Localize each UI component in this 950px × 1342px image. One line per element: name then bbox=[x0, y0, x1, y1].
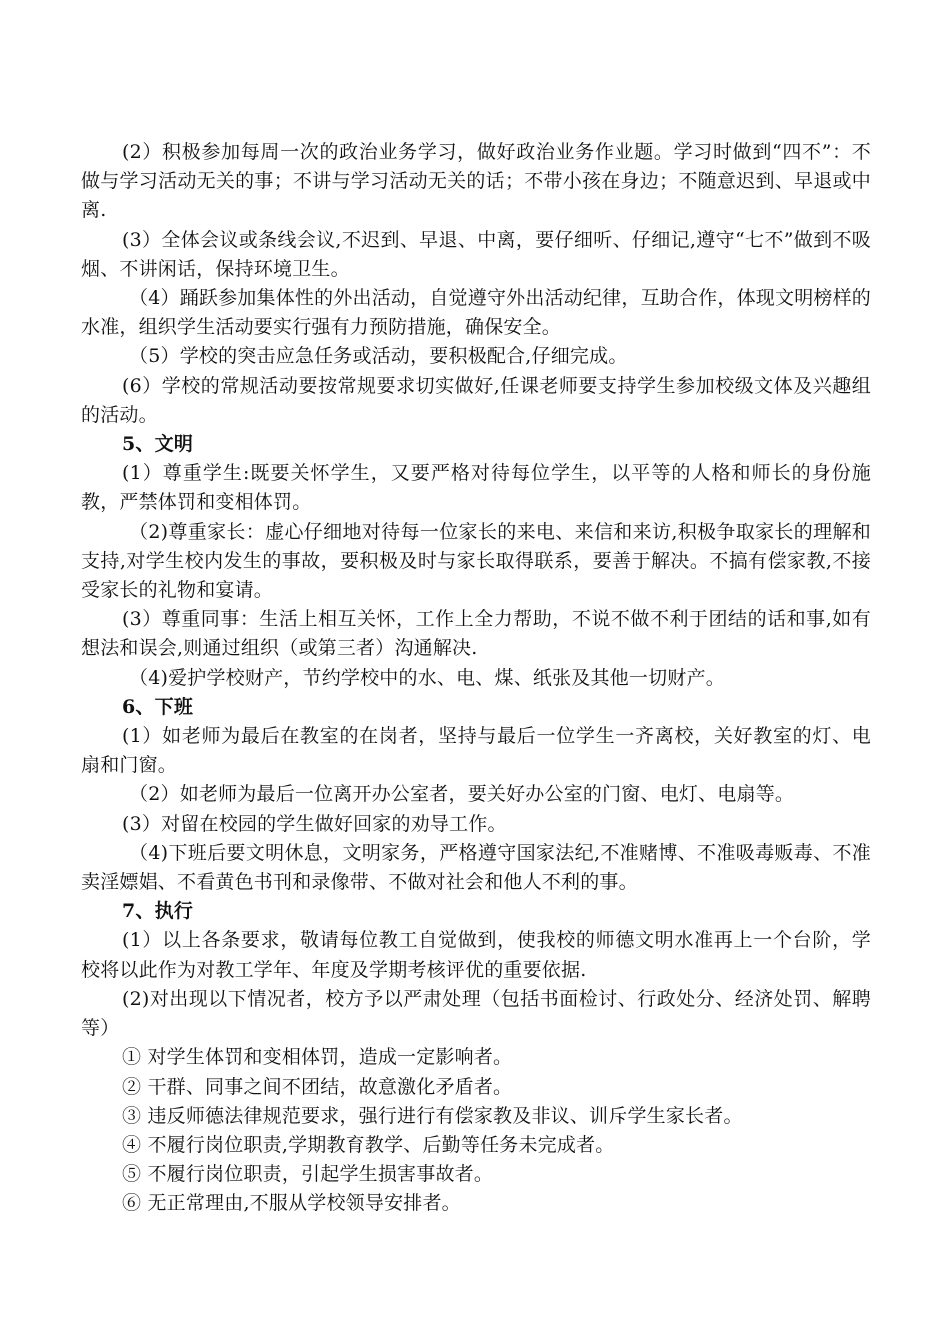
list-item: ② 干群、同事之间不团结，故意激化矛盾者。 bbox=[122, 1075, 513, 1098]
paragraph-student-guidance: (3）对留在校园的学生做好回家的劝导工作。 bbox=[122, 812, 507, 835]
section-heading-civility: 5、文明 bbox=[122, 433, 194, 456]
paragraph-outings: （4）踊跃参加集体性的外出活动，自觉遵守外出活动纪律，互助合作，体现文明榜样的水准，组织学生活动要实行强有力预防措施，确保安全。 bbox=[81, 287, 871, 339]
paragraph-classroom-closing: (1）如老师为最后在教室的在岗者，坚持与最后一位学生一齐离校，关好教室的灯、电扇和门窗。 bbox=[81, 725, 871, 777]
paragraph-evaluation-basis: (1）以上各条要求，敬请每位教工自觉做到，使我校的师德文明水准再上一个台阶，学校将以此作为对教工学年、年度及学期考核评优的重要依据. bbox=[81, 929, 871, 981]
list-item: ① 对学生体罚和变相体罚，造成一定影响者。 bbox=[122, 1046, 513, 1069]
list-item: ④ 不履行岗位职责,学期教育教学、后勤等任务未完成者。 bbox=[122, 1133, 615, 1156]
paragraph-respect-colleagues: (3）尊重同事：生活上相互关怀，工作上全力帮助，不说不做不利于团结的话和事,如有想法和误会,则通过组织（或第三者）沟通解决. bbox=[81, 608, 871, 660]
paragraph-respect-students: (1）尊重学生:既要关怀学生，又要严格对待每位学生，以平等的人格和师长的身份施教，严禁体罚和变相体罚。 bbox=[81, 462, 871, 514]
paragraph-study: (2）积极参加每周一次的政治业务学习，做好政治业务作业题。学习时做到“四不”：不做与学习活动无关的事；不讲与学习活动无关的话；不带小孩在身边；不随意迟到、早退或中离. bbox=[81, 141, 871, 222]
list-item: ⑤ 不履行岗位职责，引起学生损害事故者。 bbox=[122, 1163, 494, 1186]
list-item: ⑥ 无正常理由,不服从学校领导安排者。 bbox=[122, 1192, 461, 1215]
paragraph-office-closing: （2）如老师为最后一位离开办公室者，要关好办公室的门窗、电灯、电扇等。 bbox=[129, 783, 795, 806]
paragraph-emergency-tasks: （5）学校的突击应急任务或活动，要积极配合,仔细完成。 bbox=[129, 345, 628, 368]
section-heading-enforcement: 7、执行 bbox=[122, 900, 194, 923]
list-item: ③ 违反师德法律规范要求，强行进行有偿家教及非议、训斥学生家长者。 bbox=[122, 1104, 743, 1127]
paragraph-meetings: (3）全体会议或条线会议,不迟到、早退、中离，要仔细听、仔细记,遵守“七不”做到不吸烟、不讲闲话，保持环境卫生。 bbox=[81, 228, 871, 280]
paragraph-routine-activities: (6）学校的常规活动要按常规要求切实做好,任课老师要支持学生参加校级文体及兴趣组的活动。 bbox=[81, 374, 871, 426]
document-body bbox=[81, 138, 871, 1219]
paragraph-protect-property: （4)爱护学校财产，节约学校中的水、电、煤、纸张及其他一切财产。 bbox=[129, 666, 725, 689]
paragraph-after-work-conduct: （4)下班后要文明休息，文明家务，严格遵守国家法纪,不准赌博、不准吸毒贩毒、不准卖淫嫖娼、不看黄色书刊和录像带、不做对社会和他人不利的事。 bbox=[81, 841, 871, 894]
section-heading-leaving-work: 6、下班 bbox=[122, 695, 194, 718]
paragraph-penalties: (2)对出现以下情况者，校方予以严肃处理（包括书面检讨、行政处分、经济处罚、解聘等） bbox=[81, 987, 871, 1040]
paragraph-respect-parents: （2)尊重家长：虚心仔细地对待每一位家长的来电、来信和来访,积极争取家长的理解和支持,对学生校内发生的事故，要积极及时与家长取得联系，要善于解决。不搞有偿家教,不接受家长的礼物和宴请。 bbox=[81, 520, 871, 602]
